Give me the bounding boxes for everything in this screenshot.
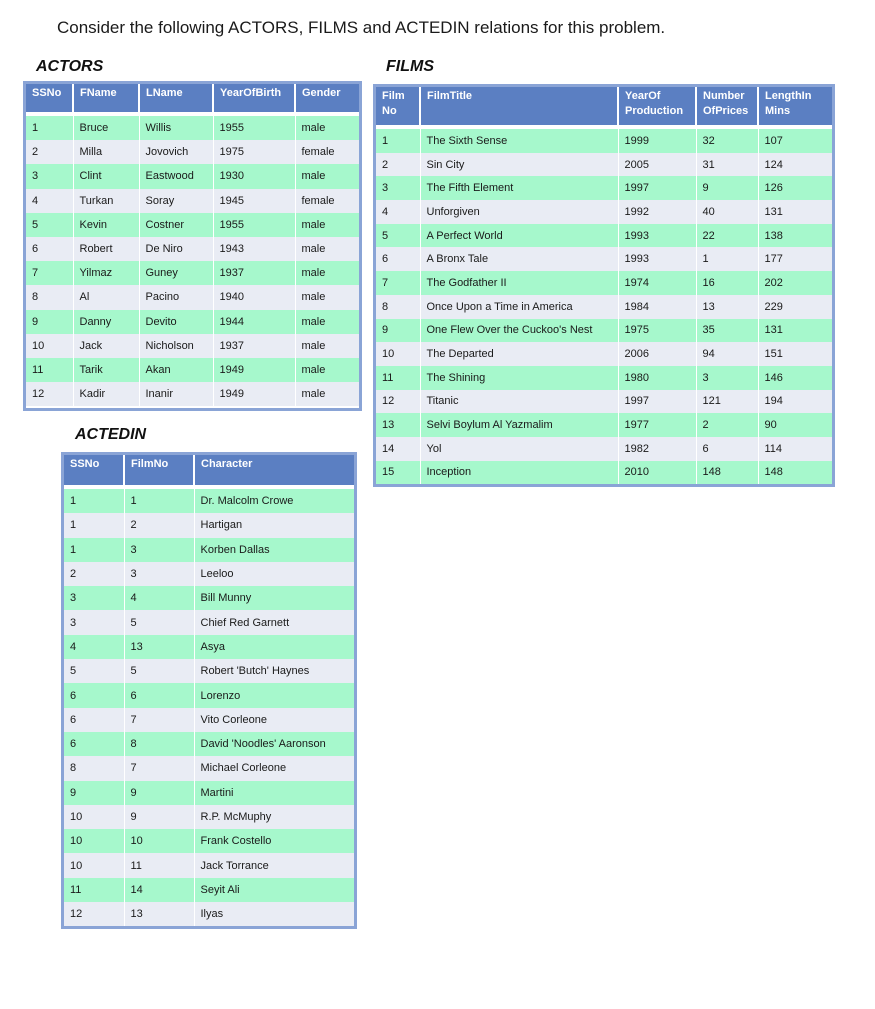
actedin-title: ACTEDIN <box>75 426 147 443</box>
actedin-cell-filmno: 8 <box>124 732 194 756</box>
actedin-row <box>64 708 354 732</box>
actedin-cell-ssno: 6 <box>64 683 124 707</box>
films-cell-yearofproduction: 1993 <box>618 224 696 248</box>
films-cell-filmtitle: One Flew Over the Cuckoo's Nest <box>420 319 618 343</box>
actedin-table-container <box>61 452 357 929</box>
actors-row <box>26 140 359 164</box>
actedin-cell-ssno: 10 <box>64 829 124 853</box>
films-cell-filmno: 8 <box>376 295 420 319</box>
actedin-cell-ssno: 1 <box>64 538 124 562</box>
films-row <box>376 153 832 177</box>
actedin-row <box>64 805 354 829</box>
films-cell-yearofproduction: 1999 <box>618 129 696 153</box>
films-row <box>376 390 832 414</box>
films-cell-lengthinmins: 131 <box>758 319 832 343</box>
films-row <box>376 247 832 271</box>
films-cell-lengthinmins: 124 <box>758 153 832 177</box>
films-cell-lengthinmins: 126 <box>758 176 832 200</box>
films-row <box>376 200 832 224</box>
films-header-numberofprices-line: OfPrices <box>703 105 749 117</box>
actors-cell-yearofbirth: 1930 <box>213 164 295 188</box>
actors-cell-ssno: 10 <box>26 334 73 358</box>
films-cell-filmno: 15 <box>376 461 420 485</box>
actedin-cell-character: Vito Corleone <box>194 708 354 732</box>
actedin-cell-character: Korben Dallas <box>194 538 354 562</box>
actors-row <box>26 116 359 140</box>
films-cell-filmno: 1 <box>376 129 420 153</box>
actedin-cell-ssno: 6 <box>64 732 124 756</box>
films-cell-filmno: 10 <box>376 342 420 366</box>
actors-cell-yearofbirth: 1955 <box>213 116 295 140</box>
films-cell-filmtitle: Sin City <box>420 153 618 177</box>
films-header-numberofprices <box>696 87 758 125</box>
actedin-cell-ssno: 1 <box>64 513 124 537</box>
actedin-row <box>64 513 354 537</box>
films-row <box>376 319 832 343</box>
films-row <box>376 413 832 437</box>
films-row <box>376 176 832 200</box>
actors-cell-lname: Pacino <box>139 285 213 309</box>
problem-intro: Consider the following ACTORS, FILMS and ACTEDIN relations for this problem. <box>57 18 666 37</box>
actedin-row <box>64 781 354 805</box>
actors-cell-yearofbirth: 1955 <box>213 213 295 237</box>
films-cell-numberofprices: 32 <box>696 129 758 153</box>
films-row <box>376 224 832 248</box>
actedin-row <box>64 538 354 562</box>
films-cell-yearofproduction: 1997 <box>618 390 696 414</box>
actors-cell-lname: Inanir <box>139 382 213 406</box>
actors-cell-ssno: 1 <box>26 116 73 140</box>
actedin-cell-ssno: 1 <box>64 489 124 513</box>
films-cell-filmtitle: The Shining <box>420 366 618 390</box>
actors-cell-yearofbirth: 1944 <box>213 310 295 334</box>
films-cell-lengthinmins: 90 <box>758 413 832 437</box>
actedin-row <box>64 659 354 683</box>
actors-cell-gender: male <box>295 310 359 334</box>
actors-row <box>26 358 359 382</box>
actors-cell-lname: Eastwood <box>139 164 213 188</box>
films-cell-lengthinmins: 194 <box>758 390 832 414</box>
actors-cell-yearofbirth: 1975 <box>213 140 295 164</box>
films-cell-yearofproduction: 1975 <box>618 319 696 343</box>
actedin-cell-character: R.P. McMuphy <box>194 805 354 829</box>
actors-cell-gender: male <box>295 382 359 406</box>
actors-cell-fname: Robert <box>73 237 139 261</box>
films-cell-numberofprices: 121 <box>696 390 758 414</box>
actedin-cell-character: Martini <box>194 781 354 805</box>
actedin-cell-filmno: 9 <box>124 781 194 805</box>
actedin-cell-filmno: 13 <box>124 635 194 659</box>
films-header-lengthinmins-line: LengthIn <box>765 90 812 102</box>
films-cell-numberofprices: 35 <box>696 319 758 343</box>
actors-header-gender: Gender <box>295 84 359 112</box>
actedin-cell-filmno: 5 <box>124 659 194 683</box>
actors-header-lname: LName <box>139 84 213 112</box>
actors-cell-ssno: 9 <box>26 310 73 334</box>
films-cell-yearofproduction: 2005 <box>618 153 696 177</box>
films-table-container <box>373 84 835 487</box>
films-cell-numberofprices: 16 <box>696 271 758 295</box>
actors-cell-fname: Yilmaz <box>73 261 139 285</box>
films-header-yearofproduction-line: YearOf <box>625 90 661 102</box>
actors-cell-fname: Jack <box>73 334 139 358</box>
films-header-filmno <box>376 87 420 125</box>
actors-cell-gender: female <box>295 140 359 164</box>
films-cell-yearofproduction: 1980 <box>618 366 696 390</box>
actedin-cell-ssno: 9 <box>64 781 124 805</box>
films-cell-filmno: 5 <box>376 224 420 248</box>
films-row <box>376 461 832 485</box>
films-header-lengthinmins-line: Mins <box>765 105 791 117</box>
films-row <box>376 342 832 366</box>
actors-cell-ssno: 4 <box>26 189 73 213</box>
actors-cell-fname: Kadir <box>73 382 139 406</box>
actors-cell-lname: Guney <box>139 261 213 285</box>
films-cell-filmtitle: A Bronx Tale <box>420 247 618 271</box>
actors-cell-fname: Tarik <box>73 358 139 382</box>
films-cell-yearofproduction: 1993 <box>618 247 696 271</box>
actors-cell-gender: male <box>295 261 359 285</box>
actedin-cell-character: Michael Corleone <box>194 756 354 780</box>
actors-cell-ssno: 3 <box>26 164 73 188</box>
actedin-cell-filmno: 9 <box>124 805 194 829</box>
actors-row <box>26 237 359 261</box>
actedin-cell-filmno: 5 <box>124 610 194 634</box>
actedin-cell-character: Hartigan <box>194 513 354 537</box>
films-cell-filmno: 4 <box>376 200 420 224</box>
actedin-row <box>64 902 354 926</box>
actedin-cell-ssno: 5 <box>64 659 124 683</box>
actedin-cell-filmno: 13 <box>124 902 194 926</box>
actedin-row <box>64 829 354 853</box>
films-cell-filmno: 14 <box>376 437 420 461</box>
films-cell-filmtitle: Selvi Boylum Al Yazmalim <box>420 413 618 437</box>
films-cell-filmno: 2 <box>376 153 420 177</box>
actedin-cell-filmno: 4 <box>124 586 194 610</box>
actedin-table <box>64 455 354 926</box>
actors-cell-fname: Turkan <box>73 189 139 213</box>
films-cell-filmtitle: The Sixth Sense <box>420 129 618 153</box>
films-header-filmtitle <box>420 87 618 125</box>
films-header-numberofprices-line: Number <box>703 90 745 102</box>
actors-header-row <box>26 84 359 112</box>
actors-cell-ssno: 5 <box>26 213 73 237</box>
actors-cell-lname: Nicholson <box>139 334 213 358</box>
actors-cell-yearofbirth: 1949 <box>213 358 295 382</box>
actors-cell-fname: Danny <box>73 310 139 334</box>
films-row <box>376 437 832 461</box>
actedin-cell-filmno: 10 <box>124 829 194 853</box>
actors-row <box>26 382 359 406</box>
actedin-cell-ssno: 11 <box>64 878 124 902</box>
actors-row <box>26 189 359 213</box>
films-cell-yearofproduction: 1974 <box>618 271 696 295</box>
actors-title: ACTORS <box>36 58 104 75</box>
actors-row <box>26 334 359 358</box>
films-cell-numberofprices: 1 <box>696 247 758 271</box>
actedin-row <box>64 562 354 586</box>
films-header-row <box>376 87 832 125</box>
actedin-cell-ssno: 10 <box>64 805 124 829</box>
films-cell-filmtitle: Yol <box>420 437 618 461</box>
films-header-lengthinmins <box>758 87 832 125</box>
actedin-cell-character: Frank Costello <box>194 829 354 853</box>
actors-cell-lname: Devito <box>139 310 213 334</box>
actors-cell-yearofbirth: 1937 <box>213 261 295 285</box>
actedin-cell-filmno: 2 <box>124 513 194 537</box>
actors-table-container <box>23 81 362 411</box>
actors-cell-ssno: 12 <box>26 382 73 406</box>
actedin-cell-filmno: 3 <box>124 538 194 562</box>
actedin-header-character: Character <box>194 455 354 485</box>
actedin-cell-character: Seyit Ali <box>194 878 354 902</box>
films-cell-yearofproduction: 2010 <box>618 461 696 485</box>
films-cell-lengthinmins: 177 <box>758 247 832 271</box>
films-cell-filmno: 12 <box>376 390 420 414</box>
films-cell-filmtitle: Once Upon a Time in America <box>420 295 618 319</box>
actedin-row <box>64 635 354 659</box>
actors-cell-gender: male <box>295 237 359 261</box>
actedin-cell-ssno: 12 <box>64 902 124 926</box>
films-cell-numberofprices: 22 <box>696 224 758 248</box>
films-cell-numberofprices: 40 <box>696 200 758 224</box>
actors-cell-lname: Costner <box>139 213 213 237</box>
films-cell-yearofproduction: 1984 <box>618 295 696 319</box>
actedin-cell-filmno: 3 <box>124 562 194 586</box>
actedin-cell-filmno: 1 <box>124 489 194 513</box>
films-cell-lengthinmins: 202 <box>758 271 832 295</box>
actors-cell-fname: Milla <box>73 140 139 164</box>
actedin-row <box>64 683 354 707</box>
films-cell-lengthinmins: 114 <box>758 437 832 461</box>
films-header-yearofproduction <box>618 87 696 125</box>
films-cell-numberofprices: 94 <box>696 342 758 366</box>
actedin-cell-filmno: 14 <box>124 878 194 902</box>
actedin-cell-ssno: 3 <box>64 610 124 634</box>
films-cell-lengthinmins: 229 <box>758 295 832 319</box>
actors-cell-lname: Akan <box>139 358 213 382</box>
actedin-cell-ssno: 2 <box>64 562 124 586</box>
actedin-row <box>64 732 354 756</box>
actedin-cell-ssno: 3 <box>64 586 124 610</box>
actedin-cell-filmno: 6 <box>124 683 194 707</box>
actedin-row <box>64 610 354 634</box>
films-cell-numberofprices: 13 <box>696 295 758 319</box>
actedin-cell-character: Leeloo <box>194 562 354 586</box>
films-row <box>376 366 832 390</box>
films-cell-numberofprices: 2 <box>696 413 758 437</box>
actedin-cell-character: Chief Red Garnett <box>194 610 354 634</box>
films-cell-numberofprices: 6 <box>696 437 758 461</box>
actors-cell-gender: female <box>295 189 359 213</box>
films-cell-yearofproduction: 1992 <box>618 200 696 224</box>
actors-header-ssno: SSNo <box>26 84 73 112</box>
films-cell-filmtitle: A Perfect World <box>420 224 618 248</box>
films-cell-lengthinmins: 148 <box>758 461 832 485</box>
actedin-cell-character: Asya <box>194 635 354 659</box>
films-cell-yearofproduction: 1997 <box>618 176 696 200</box>
actors-cell-yearofbirth: 1945 <box>213 189 295 213</box>
actedin-cell-character: Robert 'Butch' Haynes <box>194 659 354 683</box>
actors-cell-ssno: 11 <box>26 358 73 382</box>
films-cell-filmno: 9 <box>376 319 420 343</box>
actedin-cell-character: Jack Torrance <box>194 853 354 877</box>
films-cell-numberofprices: 9 <box>696 176 758 200</box>
actedin-cell-character: Lorenzo <box>194 683 354 707</box>
actors-cell-lname: Jovovich <box>139 140 213 164</box>
actors-cell-fname: Bruce <box>73 116 139 140</box>
actors-table <box>26 84 359 406</box>
actors-cell-fname: Kevin <box>73 213 139 237</box>
actedin-cell-character: Dr. Malcolm Crowe <box>194 489 354 513</box>
actors-cell-gender: male <box>295 213 359 237</box>
actors-row <box>26 261 359 285</box>
actors-row <box>26 285 359 309</box>
actedin-row <box>64 586 354 610</box>
actors-cell-fname: Al <box>73 285 139 309</box>
films-cell-yearofproduction: 1977 <box>618 413 696 437</box>
actors-cell-ssno: 2 <box>26 140 73 164</box>
actors-header-yearofbirth: YearOfBirth <box>213 84 295 112</box>
films-cell-numberofprices: 148 <box>696 461 758 485</box>
films-cell-filmtitle: The Departed <box>420 342 618 366</box>
actors-row <box>26 164 359 188</box>
films-cell-filmtitle: Inception <box>420 461 618 485</box>
films-header-filmno-line: No <box>382 105 397 117</box>
actedin-header-row <box>64 455 354 485</box>
actors-cell-lname: Soray <box>139 189 213 213</box>
actedin-cell-character: Bill Munny <box>194 586 354 610</box>
actedin-row <box>64 853 354 877</box>
films-row <box>376 295 832 319</box>
films-cell-filmtitle: The Fifth Element <box>420 176 618 200</box>
actors-cell-ssno: 8 <box>26 285 73 309</box>
films-cell-lengthinmins: 151 <box>758 342 832 366</box>
actors-cell-gender: male <box>295 285 359 309</box>
actedin-header-ssno: SSNo <box>64 455 124 485</box>
films-row <box>376 129 832 153</box>
films-title: FILMS <box>386 58 434 75</box>
actors-cell-fname: Clint <box>73 164 139 188</box>
actors-cell-yearofbirth: 1937 <box>213 334 295 358</box>
actedin-header-filmno: FilmNo <box>124 455 194 485</box>
actedin-cell-ssno: 8 <box>64 756 124 780</box>
films-cell-lengthinmins: 107 <box>758 129 832 153</box>
actedin-row <box>64 878 354 902</box>
actors-cell-yearofbirth: 1949 <box>213 382 295 406</box>
films-cell-filmno: 7 <box>376 271 420 295</box>
films-cell-filmtitle: Unforgiven <box>420 200 618 224</box>
actors-cell-gender: male <box>295 116 359 140</box>
actedin-cell-character: Ilyas <box>194 902 354 926</box>
actedin-cell-ssno: 6 <box>64 708 124 732</box>
actedin-row <box>64 756 354 780</box>
actors-cell-yearofbirth: 1940 <box>213 285 295 309</box>
films-cell-numberofprices: 31 <box>696 153 758 177</box>
films-table <box>376 87 832 484</box>
actedin-cell-filmno: 7 <box>124 756 194 780</box>
films-cell-filmno: 3 <box>376 176 420 200</box>
actors-cell-ssno: 6 <box>26 237 73 261</box>
actedin-cell-character: David 'Noodles' Aaronson <box>194 732 354 756</box>
films-cell-filmno: 13 <box>376 413 420 437</box>
actors-cell-lname: De Niro <box>139 237 213 261</box>
actedin-cell-ssno: 10 <box>64 853 124 877</box>
films-cell-lengthinmins: 131 <box>758 200 832 224</box>
actors-row <box>26 213 359 237</box>
actedin-cell-ssno: 4 <box>64 635 124 659</box>
actedin-cell-filmno: 11 <box>124 853 194 877</box>
films-row <box>376 271 832 295</box>
actors-cell-gender: male <box>295 164 359 188</box>
actors-cell-ssno: 7 <box>26 261 73 285</box>
films-cell-yearofproduction: 1982 <box>618 437 696 461</box>
actedin-cell-filmno: 7 <box>124 708 194 732</box>
films-header-filmno-line: Film <box>382 90 405 102</box>
actors-cell-gender: male <box>295 334 359 358</box>
films-header-yearofproduction-line: Production <box>625 105 684 117</box>
actors-row <box>26 310 359 334</box>
actedin-row <box>64 489 354 513</box>
actors-cell-gender: male <box>295 358 359 382</box>
films-cell-filmtitle: Titanic <box>420 390 618 414</box>
films-cell-filmtitle: The Godfather II <box>420 271 618 295</box>
films-cell-filmno: 11 <box>376 366 420 390</box>
films-cell-lengthinmins: 138 <box>758 224 832 248</box>
actors-cell-lname: Willis <box>139 116 213 140</box>
actors-cell-yearofbirth: 1943 <box>213 237 295 261</box>
films-cell-numberofprices: 3 <box>696 366 758 390</box>
films-cell-yearofproduction: 2006 <box>618 342 696 366</box>
films-header-filmtitle-line: FilmTitle <box>427 90 473 102</box>
actors-header-fname: FName <box>73 84 139 112</box>
films-cell-lengthinmins: 146 <box>758 366 832 390</box>
films-cell-filmno: 6 <box>376 247 420 271</box>
